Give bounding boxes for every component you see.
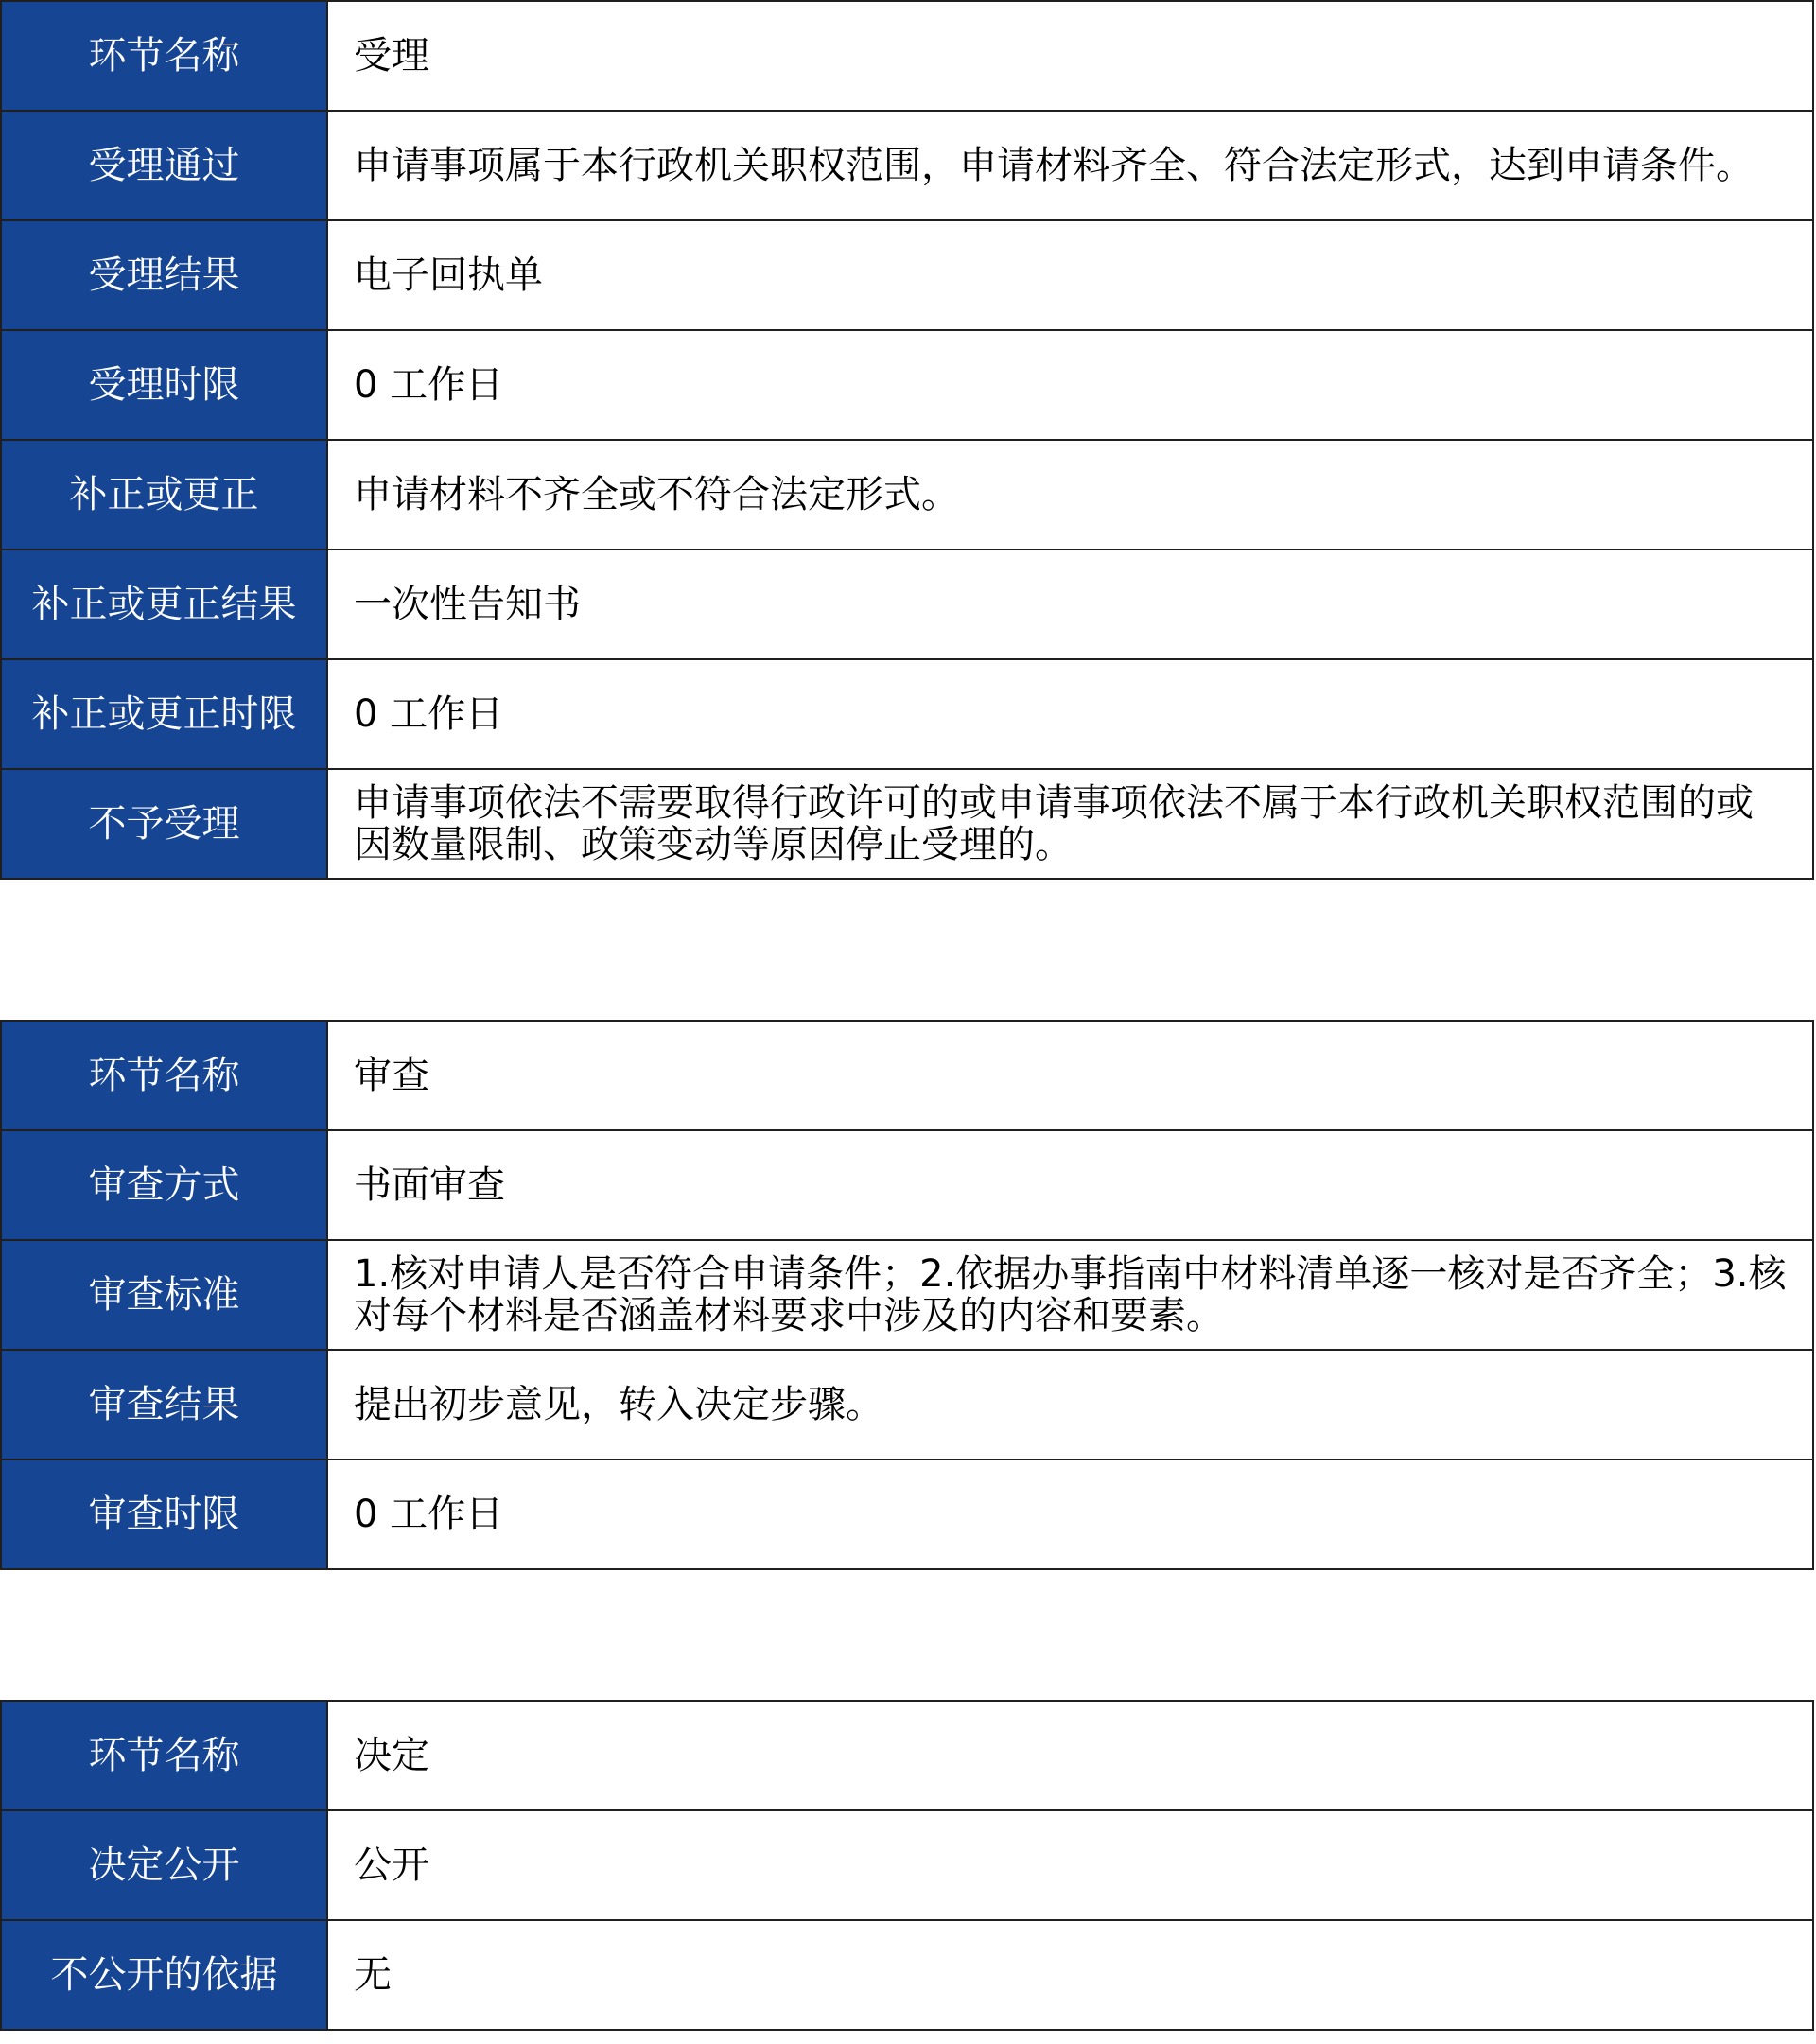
table-row	[1, 659, 1813, 769]
rejection-value: 申请事项依法不需要取得行政许可的或申请事项依法不属于本行政机关职权范围的或因数量限制、政策变动等原因停止受理的。	[327, 769, 1813, 879]
table-row	[1, 1459, 1813, 1569]
review-stage-table	[0, 1020, 1814, 1570]
stage-name-value: 受理	[327, 1, 1813, 111]
review-method-value: 书面审查	[327, 1130, 1813, 1240]
rejection-label: 不予受理	[1, 769, 327, 879]
table-row	[1, 1, 1813, 111]
acceptance-result-label: 受理结果	[1, 220, 327, 330]
table-row	[1, 1350, 1813, 1459]
acceptance-approved-value: 申请事项属于本行政机关职权范围，申请材料齐全、符合法定形式，达到申请条件。	[327, 111, 1813, 220]
table-row	[1, 550, 1813, 659]
table-row	[1, 1021, 1813, 1130]
decision-stage-table	[0, 1700, 1814, 2031]
stage-name-label: 环节名称	[1, 1, 327, 111]
table-row	[1, 220, 1813, 330]
table-row	[1, 440, 1813, 550]
decision-public-value: 公开	[327, 1810, 1813, 1920]
correction-result-label: 补正或更正结果	[1, 550, 327, 659]
review-result-label: 审查结果	[1, 1350, 327, 1459]
acceptance-approved-label: 受理通过	[1, 111, 327, 220]
decision-public-label: 决定公开	[1, 1810, 327, 1920]
table-row	[1, 111, 1813, 220]
table-row	[1, 1701, 1813, 1810]
table-row	[1, 330, 1813, 440]
table-row	[1, 1810, 1813, 1920]
stage-name-value: 审查	[327, 1021, 1813, 1130]
non-disclosure-basis-label: 不公开的依据	[1, 1920, 327, 2030]
review-method-label: 审查方式	[1, 1130, 327, 1240]
review-standard-value: 1.核对申请人是否符合申请条件；2.依据办事指南中材料清单逐一核对是否齐全；3.核对每个材料是否涵盖材料要求中涉及的内容和要素。	[327, 1240, 1813, 1350]
acceptance-time-limit-label: 受理时限	[1, 330, 327, 440]
correction-result-value: 一次性告知书	[327, 550, 1813, 659]
stage-name-label: 环节名称	[1, 1701, 327, 1810]
acceptance-result-value: 电子回执单	[327, 220, 1813, 330]
review-time-limit-value: 0 工作日	[327, 1459, 1813, 1569]
table-row	[1, 1240, 1813, 1350]
table-row	[1, 1920, 1813, 2030]
review-standard-label: 审查标准	[1, 1240, 327, 1350]
correction-time-limit-label: 补正或更正时限	[1, 659, 327, 769]
stage-name-value: 决定	[327, 1701, 1813, 1810]
review-result-value: 提出初步意见，转入决定步骤。	[327, 1350, 1813, 1459]
table-row	[1, 769, 1813, 879]
stage-name-label: 环节名称	[1, 1021, 327, 1130]
correction-label: 补正或更正	[1, 440, 327, 550]
correction-value: 申请材料不齐全或不符合法定形式。	[327, 440, 1813, 550]
table-row	[1, 1130, 1813, 1240]
acceptance-time-limit-value: 0 工作日	[327, 330, 1813, 440]
acceptance-stage-table	[0, 0, 1814, 880]
correction-time-limit-value: 0 工作日	[327, 659, 1813, 769]
non-disclosure-basis-value: 无	[327, 1920, 1813, 2030]
review-time-limit-label: 审查时限	[1, 1459, 327, 1569]
